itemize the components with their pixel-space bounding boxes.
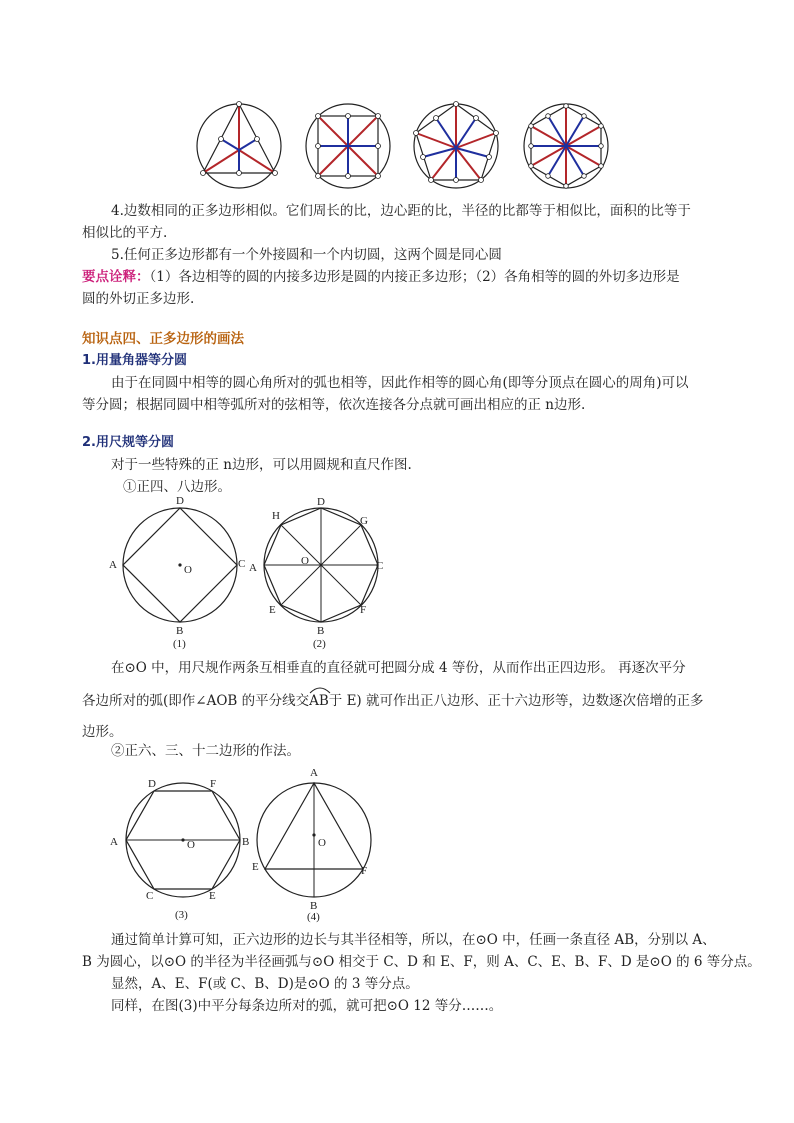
fig4-label-o: O: [318, 837, 326, 849]
fig2-label-g: G: [360, 515, 368, 527]
fig1-caption: (1): [173, 638, 186, 650]
fig3-label-b: B: [242, 836, 250, 848]
fig2-label-o: O: [301, 555, 309, 567]
fig3-label-f: F: [210, 778, 217, 790]
fig4-label-f: F: [361, 865, 368, 877]
fig2-label-e: E: [269, 604, 276, 616]
fig4-label-a: A: [310, 767, 318, 779]
fig2-label-d: D: [317, 496, 325, 508]
sub2-title: 2.用尺规等分圆: [82, 435, 174, 450]
para4-line1: 4.边数相同的正多边形相似。它们周长的比，边心距的比，半径的比都等于相似比，面积的比等于: [111, 203, 691, 219]
sub1-line2: 等分圆；根据同圆中相等弧所对的弦相等，依次连接各分点就可画出相应的正 n边形.: [82, 397, 586, 413]
arc-ab: [309, 690, 329, 712]
para-square-line2a: 各边所对的弧(即作∠AOB 的平分线交: [82, 693, 310, 709]
fig1-label-c: C: [238, 558, 246, 570]
fig3-label-a: A: [110, 836, 118, 848]
sub1-title: 1.用量角器等分圆: [82, 353, 187, 368]
para-hex-line4: 同样，在图(3)中平分每条边所对的弧，就可把⊙O 12 等分……。: [111, 998, 503, 1014]
para5: 5.任何正多边形都有一个外接圆和一个内切圆，这两个圆是同心圆: [111, 247, 502, 263]
para4-line2: 相似比的平方.: [82, 225, 168, 241]
section4-title: 知识点四、正多边形的画法: [82, 331, 244, 347]
fig1-label-a: A: [109, 559, 117, 571]
fig1-label-o: O: [184, 564, 192, 576]
para-square-line3: 边形。: [82, 724, 123, 740]
figure-triangle-inscribed: [192, 98, 292, 198]
fig2-label-f: F: [360, 604, 367, 616]
figure-pentagon-inscribed: [408, 98, 508, 198]
sub2-line1: 对于一些特殊的正 n边形，可以用圆规和直尺作图.: [111, 457, 412, 473]
fig2-label-h: H: [272, 510, 280, 522]
fig3-label-c: C: [146, 890, 154, 902]
arc-ab-label: AB: [309, 693, 329, 709]
key-point-line1: [82, 266, 680, 288]
fig4-label-e: E: [252, 861, 259, 873]
fig3-label-o: O: [187, 839, 195, 851]
figure-2-octagon: [246, 493, 396, 653]
fig2-caption: (2): [313, 638, 326, 650]
key-point-text: （1）各边相等的圆的内接多边形是圆的内接正多边形；（2）各角相等的圆的外切多边形是: [149, 269, 680, 285]
para-square-line2b: 于 E) 就可作出正八边形、正十六边形等，边数逐次倍增的正多: [328, 693, 704, 709]
fig2-label-a: A: [249, 562, 257, 574]
key-point-line2: 圆的外切正多边形.: [82, 291, 195, 307]
fig4-label-b: B: [310, 900, 318, 912]
fig3-label-d: D: [148, 778, 156, 790]
figure-square-inscribed: [300, 98, 400, 198]
fig1-label-d: D: [176, 495, 184, 507]
sub2-item1: ①正四、八边形。: [123, 479, 231, 495]
figure-3-hexagon: [106, 765, 256, 925]
para-square-line1: 在⊙O 中，用尺规作两条互相垂直的直径就可把圆分成 4 等份，从而作出正四边形。 再逐次平分: [111, 660, 686, 676]
sub1-line1: 由于在同圆中相等的圆心角所对的弧也相等，因此作相等的圆心角(即等分顶点在圆心的周角)可以: [111, 375, 689, 391]
fig4-caption: (4): [307, 911, 320, 923]
fig3-label-e: E: [209, 890, 216, 902]
figure-4-triangle: [246, 765, 386, 925]
fig1-label-b: B: [176, 625, 184, 637]
fig3-caption: (3): [175, 909, 188, 921]
para-hex-line2: B 为圆心，以⊙O 的半径为半径画弧与⊙O 相交于 C、D 和 E、F，则 A、C、E、B、F、D 是⊙O 的 6 等分点。: [82, 954, 761, 970]
item2: ②正六、三、十二边形的作法。: [111, 743, 300, 759]
para-hex-line3: 显然，A、E、F(或 C、B、D)是⊙O 的 3 等分点。: [111, 976, 419, 992]
para-hex-line1: 通过简单计算可知，正六边形的边长与其半径相等，所以，在⊙O 中，任画一条直径 AB，分别以 A、: [111, 932, 716, 948]
figure-hexagon-inscribed: [518, 98, 618, 198]
key-point-label: 要点诠释：: [82, 269, 150, 285]
para-square-line2: [82, 690, 704, 712]
fig2-label-b: B: [317, 625, 325, 637]
fig2-label-c: C: [376, 560, 384, 572]
figure-1-square: [106, 493, 246, 653]
